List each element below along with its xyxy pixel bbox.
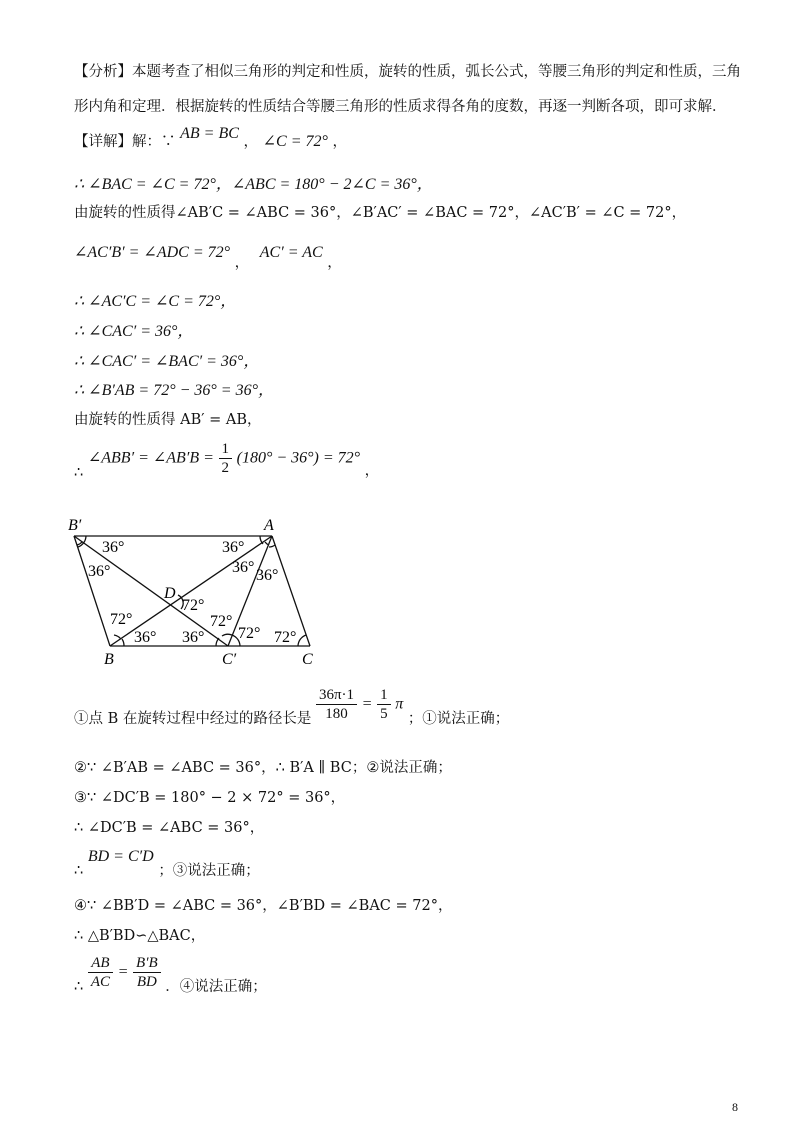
page-number: 8 xyxy=(732,1100,738,1114)
arc-a-1 xyxy=(260,536,263,544)
fraction-bb-bd xyxy=(133,954,161,991)
angle-acb-adc: ∠AC′B′ = ∠ADC = 72° xyxy=(74,244,231,261)
angle-label: 72° xyxy=(238,625,261,642)
line-8: ∴ ∠CAC′ = 36°， xyxy=(74,323,194,340)
comma: ， xyxy=(234,255,250,271)
detail-label: 【详解】解：∵ xyxy=(74,134,176,150)
given-angle-c: ∠C = 72° xyxy=(262,133,328,150)
angle-label: 72° xyxy=(210,613,233,630)
comma: ， xyxy=(243,134,259,150)
statement-1 xyxy=(74,686,510,727)
label-bp: B′ xyxy=(68,517,82,534)
geometry-figure xyxy=(64,512,364,672)
fraction-ab-ac xyxy=(88,954,113,991)
angle-label: 36° xyxy=(102,539,125,556)
therefore: ∴ xyxy=(74,863,84,879)
comma: ， xyxy=(332,134,348,150)
line-7: ∴ ∠AC′C = ∠C = 72°， xyxy=(74,293,237,310)
arc-b-1 xyxy=(114,635,121,639)
label-b: B xyxy=(104,651,114,668)
label-a: A xyxy=(264,517,274,534)
equals: = xyxy=(117,963,129,981)
frac-den: BD xyxy=(136,974,157,990)
frac-num: B′B xyxy=(133,954,161,973)
statement-3-line-3 xyxy=(74,847,260,879)
label-cp: C′ xyxy=(222,651,237,668)
statement-1-text: ①点 B 在旋转过程中经过的路径长是 xyxy=(74,710,312,727)
statement-4-line-2: ∴ △B′BD∽△BAC， xyxy=(74,928,206,944)
frac-den: 2 xyxy=(221,460,229,476)
frac-den: AC xyxy=(90,974,111,990)
paren-expr: (180° − 36°) = 72° xyxy=(236,449,361,467)
arc-c xyxy=(298,635,306,646)
frac-den: 5 xyxy=(380,706,388,722)
angle-label: 36° xyxy=(134,629,157,646)
angle-label: 36° xyxy=(256,567,279,584)
arc-cp-2 xyxy=(222,634,232,636)
frac-num: 1 xyxy=(377,686,391,705)
angle-label: 36° xyxy=(88,563,111,580)
line-9: ∴ ∠CAC′ = ∠BAC′ = 36°， xyxy=(74,353,260,370)
line-rotation-2 xyxy=(74,243,342,271)
analysis-line-2: 形内角和定理．根据旋转的性质结合等腰三角形的性质求得各角的度数，再逐一判断各项，即可求解． xyxy=(74,99,727,115)
angle-label: 72° xyxy=(182,597,205,614)
label-c: C xyxy=(302,651,313,668)
angle-abb: ∠ABB′ = ∠AB′B = xyxy=(87,449,214,467)
analysis-line-1: 【分析】本题考查了相似三角形的判定和性质，旋转的性质，弧长公式，等腰三角形的判定和性质，三角 xyxy=(74,64,741,80)
line-angles-1: ∴ ∠BAC = ∠C = 72°，∠ABC = 180° − 2∠C = 36°， xyxy=(74,176,433,193)
frac-num: AB xyxy=(88,954,113,973)
statement-3-line-2: ∴ ∠DC′B = ∠ABC = 36°， xyxy=(74,820,265,836)
line-rotation-1: 由旋转的性质得∠AB′C = ∠ABC = 36°，∠B′AC′ = ∠BAC = 72°，∠AC′B′ = ∠C = 72°， xyxy=(74,205,687,221)
bd-equal: BD = C′D xyxy=(87,848,154,865)
equals: = xyxy=(361,695,373,713)
frac-num: 36π·1 xyxy=(316,686,357,705)
line-10: ∴ ∠B′AB = 72° − 36° = 36°， xyxy=(74,382,274,399)
therefore: ∴ xyxy=(74,978,84,995)
angle-label: 36° xyxy=(222,539,245,556)
angle-label: 36° xyxy=(182,629,205,646)
line-11: 由旋转的性质得 AB′ = AB， xyxy=(74,412,262,428)
statement-2: ②∵ ∠B′AB = ∠ABC = 36°，∴ B′A ∥ BC；②说法正确； xyxy=(74,760,452,776)
angle-label: 36° xyxy=(232,559,255,576)
pi: π xyxy=(395,695,404,713)
statement-4: ④∵ ∠BB′D = ∠ABC = 36°，∠B′BD = ∠BAC = 72°， xyxy=(74,898,453,914)
statement-4-result: ．④说法正确； xyxy=(165,978,267,995)
comma: ， xyxy=(364,462,380,479)
fraction-half xyxy=(219,440,233,477)
label-d: D xyxy=(164,585,176,602)
detail-line-given xyxy=(74,125,348,152)
statement-1-result: ；①说法正确； xyxy=(407,710,510,727)
frac-den: 180 xyxy=(325,706,348,722)
angle-label: 72° xyxy=(110,611,133,628)
arc-b-2 xyxy=(122,639,124,646)
frac-num: 1 xyxy=(219,440,233,459)
therefore: ∴ xyxy=(74,464,84,481)
arc-a-3 xyxy=(269,545,275,547)
statement-3-result: ；③说法正确； xyxy=(158,863,260,879)
comma: ， xyxy=(327,255,342,271)
fraction-arc xyxy=(316,686,357,723)
angle-label: 72° xyxy=(274,629,297,646)
fraction-fifth xyxy=(377,686,391,723)
given-ab-bc: AB = BC xyxy=(180,125,239,142)
ac-equal: AC′ = AC xyxy=(259,244,323,261)
statement-3: ③∵ ∠DC′B = 180° − 2 × 72° = 36°， xyxy=(74,790,346,806)
arc-cp-1 xyxy=(216,638,219,646)
line-12 xyxy=(74,440,380,481)
arc-bp-2 xyxy=(77,542,82,545)
statement-4-line-3 xyxy=(74,954,267,995)
